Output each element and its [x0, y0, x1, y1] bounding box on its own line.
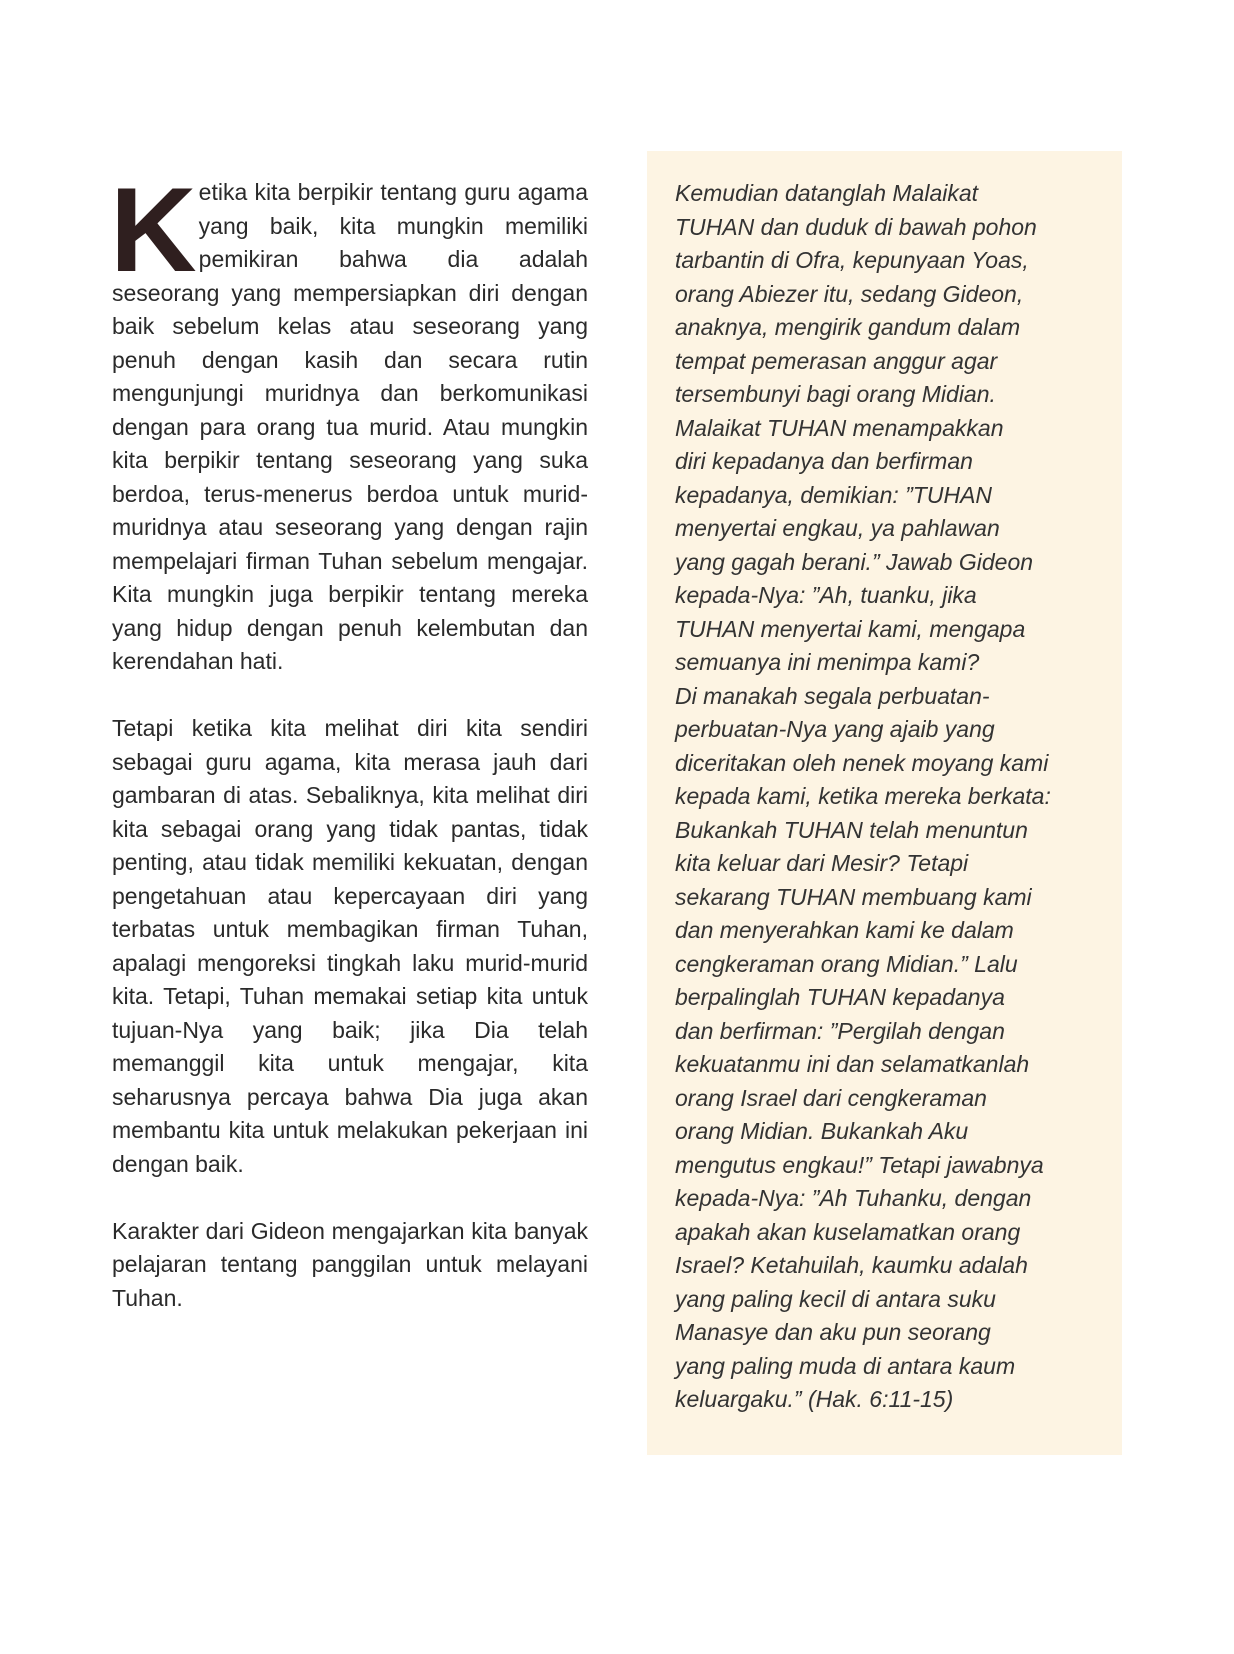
paragraph-1-text: etika kita berpikir tentang guru agama yang baik, kita mungkin memiliki pemikiran bahwa dia adalah seseorang yang mempersiapkan diri dengan baik sebelum kelas atau seseorang yang penuh dengan kasih dan secara rutin mengunjungi muridnya dan berkomunikasi dengan para orang tua murid. Atau mungkin kita berpikir tentang seseorang yang suka berdoa, terus-menerus berdoa untuk murid-muridnya atau seseorang yang dengan rajin mempelajari firman Tuhan sebelum mengajar. Kita mungkin juga berpikir tentang mereka yang hidup dengan penuh kelembutan dan kerendahan hati.: [112, 179, 588, 674]
article-paragraph-1: [110, 163, 588, 679]
article-paragraph-2: Tetapi ketika kita melihat diri kita sendiri sebagai guru agama, kita merasa jauh dari gambaran di atas. Sebaliknya, kita melihat diri kita sebagai orang yang tidak pantas, tidak penting, atau tidak memiliki kekuatan, dengan pengetahuan atau kepercayaan diri yang terbatas untuk membagikan firman Tuhan, apalagi mengoreksi tingkah laku murid-murid kita. Tetapi, Tuhan memakai setiap kita untuk tujuan-Nya yang baik; jika Dia telah memanggil kita untuk mengajar, kita seharusnya percaya bahwa Dia juga akan membantu kita untuk melakukan pekerjaan ini dengan baik.: [112, 715, 588, 1177]
drop-cap: K: [110, 163, 197, 297]
scripture-quote: Kemudian datanglah Malaikat TUHAN dan duduk di bawah pohon tarbantin di Ofra, kepunyaan Yoas, orang Abiezer itu, sedang Gideon, anaknya, mengirik gandum dalam tempat pemerasan anggur agar tersembunyi bagi orang Midian. Malaikat TUHAN menampakkan diri kepadanya dan berfirman kepadanya, demikian: ”TUHAN menyertai engkau, ya pahlawan yang gagah berani.” Jawab Gideon kepada-Nya: ”Ah, tuanku, jika TUHAN menyertai kami, mengapa semuanya ini menimpa kami? Di manakah segala perbuatan- perbuatan-Nya yang ajaib yang diceritakan oleh nenek moyang kami kepada kami, ketika mereka berkata: Bukankah TUHAN telah menuntun kita keluar dari Mesir? Tetapi sekarang TUHAN membuang kami dan menyerahkan kami ke dalam cengkeraman orang Midian.” Lalu berpalinglah TUHAN kepadanya dan berfirman: ”Pergilah dengan kekuatanmu ini dan selamatkanlah orang Israel dari cengkeraman orang Midian. Bukankah Aku mengutus engkau!” Tetapi jawabnya kepada-Nya: ”Ah Tuhanku, dengan apakah akan kuselamatkan orang Israel? Ketahuilah, kaumku adalah yang paling kecil di antara suku Manasye dan aku pun seorang yang paling muda di antara kaum keluargaku.” (Hak. 6:11-15): [675, 180, 1051, 1412]
article-body: [110, 163, 588, 1315]
scripture-sidebar: [647, 151, 1122, 1455]
article-paragraph-3: Karakter dari Gideon mengajarkan kita banyak pelajaran tentang panggilan untuk melayani Tuhan.: [112, 1217, 588, 1311]
